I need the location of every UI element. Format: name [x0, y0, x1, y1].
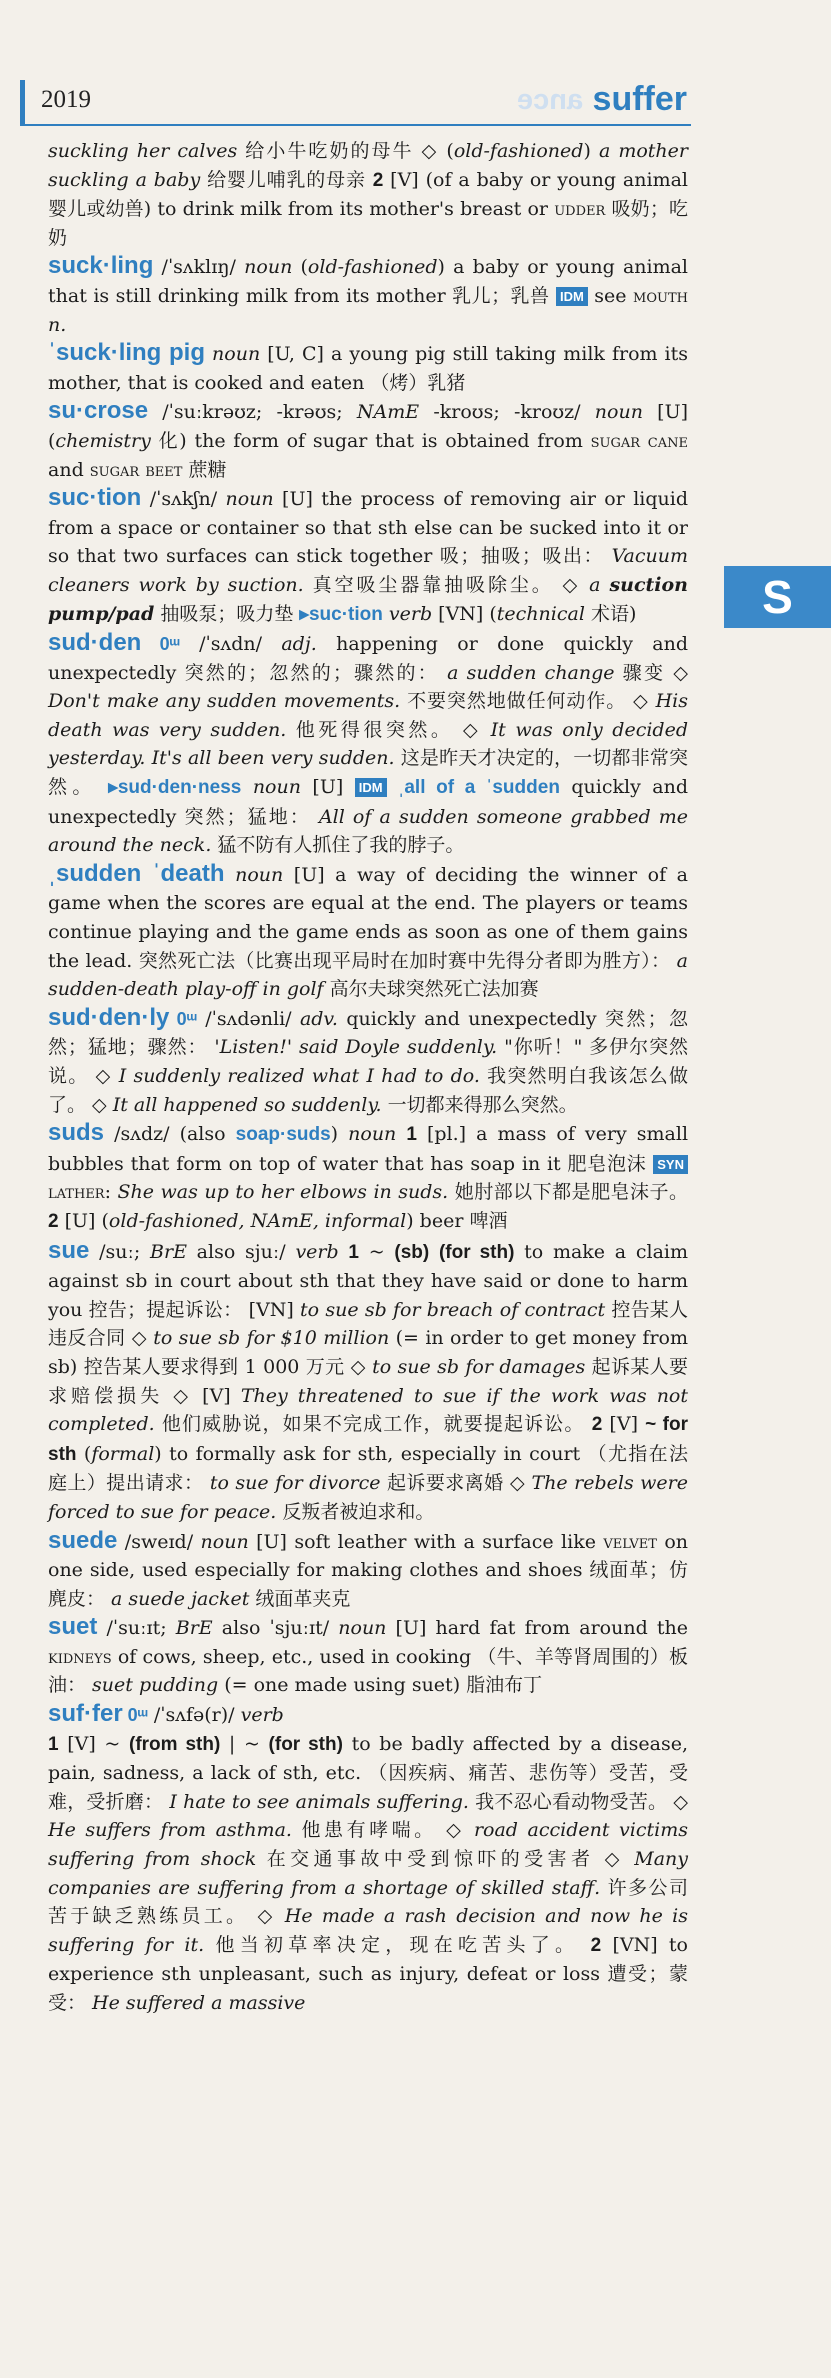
- definition-text: [U] soft leather with a surface like: [248, 1530, 604, 1553]
- example-text: verb: [295, 1240, 339, 1263]
- sense-number: 1: [406, 1124, 417, 1146]
- definition-text: 给小牛吃奶的母牛 ◇ (: [237, 140, 454, 162]
- example-text: noun: [338, 1617, 387, 1640]
- definition-text: [387, 776, 398, 798]
- thumb-index-tab[interactable]: [724, 566, 831, 628]
- cross-reference: lather: [48, 1181, 105, 1204]
- definition-text: /ˈsʌdn/: [179, 633, 282, 656]
- cross-reference: udder: [554, 198, 606, 221]
- definition-text: 抽吸泵；吸力垫: [154, 602, 300, 625]
- definition-text: [U] the process of removing air or liquid from a space or container so that sth else can be sucked into it or so that two surfaces can stick together 吸；抽吸；吸出：: [48, 488, 689, 568]
- definition-text: ~: [358, 1240, 395, 1263]
- definition-text: [U]: [300, 776, 355, 799]
- example-text: He suffers from asthma.: [48, 1819, 292, 1842]
- example-text: old-fashioned: [307, 256, 438, 279]
- example-text: noun: [225, 488, 274, 511]
- sense-number: (for sth): [438, 1241, 515, 1263]
- definition-text: 他死得很突然。 ◇: [286, 718, 491, 741]
- example-bold: suction pump/pad: [48, 573, 688, 625]
- example-text: chemistry: [55, 429, 151, 452]
- definition-text: happening or done quickly and unexpectedly 突然的；忽然的；骤然的：: [48, 633, 688, 684]
- entry-suffer: [48, 1700, 688, 2018]
- headword: suds: [48, 1119, 105, 1147]
- entry-suet: [48, 1613, 688, 1700]
- definition-text: 他患有哮喘。 ◇: [291, 1819, 474, 1842]
- example-text: It all happened so suddenly.: [112, 1093, 382, 1116]
- definition-text: -kroʊs; -kroʊz/: [419, 401, 595, 424]
- example-text: formal: [91, 1442, 155, 1465]
- entry-suddenly: [48, 1004, 688, 1119]
- sense-number: 2: [590, 1934, 602, 1956]
- triangle-right-icon: ▸: [108, 777, 118, 799]
- definition-text: /sʌdz/ (also: [104, 1123, 236, 1146]
- page-header: [20, 80, 691, 126]
- idiom-phrase: ˌall of a ˈsudden: [398, 777, 560, 799]
- definition-text: ): [583, 140, 599, 162]
- definition-text: [VN] (: [432, 602, 497, 625]
- definition-text: (= one made using suet) 脂油布丁: [218, 1674, 543, 1697]
- example-text: verb: [388, 602, 433, 625]
- definition-text: also sjuː/: [186, 1240, 296, 1263]
- sense-number: (sb): [394, 1241, 430, 1263]
- definition-text: [205, 343, 212, 365]
- cross-reference: sugar cane: [590, 429, 688, 452]
- example-text: noun: [235, 863, 284, 886]
- entry-column: [48, 137, 688, 2018]
- label-badge: IDM: [556, 287, 588, 306]
- definition-text: 吸奶；吃奶: [48, 198, 688, 249]
- definition-text: 许多公司苦于缺乏熟练员工。 ◇: [48, 1876, 689, 1928]
- definition-text: [339, 1241, 349, 1263]
- definition-text: [U] a way of deciding the winner of a game when the scores are equal at the end. The players or teams continue playing and the game ends as soon as one of them gains the lead. 突然死亡法（比赛出现平局时在加时赛中先得分者即为胜方）：: [48, 863, 688, 972]
- definition-text: quickly and unexpectedly 突然；猛地：: [48, 776, 688, 828]
- entry-suckling: [48, 252, 688, 339]
- example-text: to sue sb for damages: [372, 1355, 586, 1378]
- definition-text: /ˈsʌkʃn/: [141, 488, 226, 511]
- headword: suck·ling: [48, 252, 154, 280]
- running-head: suffer: [592, 80, 687, 118]
- example-text: She was up to her elbows in suds.: [117, 1181, 449, 1204]
- definition-text: 骤变 ◇: [614, 661, 688, 684]
- definition-text: 给婴儿哺乳的母亲: [200, 168, 373, 191]
- definition-text: (: [76, 1442, 92, 1465]
- definition-text: 一切都来得那么突然。: [381, 1093, 578, 1116]
- definition-text: quickly and unexpectedly 突然；忽然；猛地；骤然：: [48, 1007, 688, 1059]
- definition-text: to be badly affected by a disease, pain, sadness, a lack of sth, etc. （因疾病、痛苦、悲伤等）受苦，受难，受折磨：: [48, 1732, 688, 1813]
- definition-text: (: [292, 256, 308, 279]
- sense-number: 2: [372, 169, 384, 191]
- example-text: noun: [252, 776, 301, 799]
- sense-number: ~ for sth: [48, 1414, 688, 1465]
- example-text: adv.: [299, 1007, 338, 1030]
- definition-text: :: [104, 1181, 118, 1204]
- definition-text: (= in order to get money from sb) 控告某人要求得到 1 000 万元 ◇: [48, 1327, 688, 1378]
- example-text: noun: [348, 1123, 397, 1146]
- definition-text: /ˈsʌdənli/: [196, 1007, 300, 1030]
- headword: suet: [48, 1613, 98, 1641]
- definition-text: [V] ~: [58, 1732, 129, 1755]
- definition-text: [429, 1241, 439, 1263]
- headword: ˌsudden ˈdeath: [48, 859, 225, 887]
- example-text: I hate to see animals suffering.: [169, 1790, 469, 1813]
- cross-reference: velvet: [603, 1530, 657, 1553]
- key-icon: 0ᵚ: [169, 1008, 197, 1029]
- example-text: to sue sb for $10 million: [153, 1327, 390, 1350]
- example-text: I suddenly realized what I had to do.: [118, 1065, 480, 1087]
- definition-text: 不要突然地做任何动作。 ◇: [400, 690, 656, 713]
- key-icon: 0ᵚ: [141, 634, 180, 655]
- key-icon: 0ᵚ: [122, 1705, 148, 1726]
- definition-text: also ˈsjuːɪt/: [212, 1617, 339, 1640]
- entry-suction: [48, 484, 688, 629]
- headword: suf·fer: [48, 1700, 123, 1728]
- example-text: old-fashioned: [453, 140, 584, 162]
- definition-text: /ˈsuːkrəʊz; -krəʊs;: [148, 401, 357, 424]
- definition-text: [241, 776, 252, 798]
- definition-text: ) a baby or young animal that is still drinking milk from its mother 乳儿；乳兽: [48, 256, 689, 307]
- derivative-word: soap·suds: [235, 1124, 331, 1146]
- entry-sudden: [48, 629, 688, 860]
- headword: suede: [48, 1526, 118, 1554]
- definition-text: [U] hard fat from around the: [386, 1617, 688, 1640]
- example-text: BrE: [150, 1240, 187, 1263]
- definition-text: /sweɪd/: [117, 1530, 201, 1553]
- triangle-right-icon: ▸: [299, 603, 309, 625]
- definition-text: 真空吸尘器靠抽吸除尘。 ◇: [303, 573, 590, 596]
- sense-number: 1: [348, 1241, 359, 1263]
- show-through-text: ance: [517, 84, 584, 116]
- example-text: n.: [48, 313, 67, 336]
- definition-text: on one side, used especially for making clothes and shoes 绒面革；仿麂皮：: [48, 1530, 689, 1610]
- definition-text: /ˈsʌfə(r)/: [147, 1704, 241, 1727]
- headword: sue: [48, 1236, 90, 1264]
- example-text: to sue sb for breach of contract: [300, 1298, 606, 1321]
- example-text: suckling her calves: [48, 140, 238, 162]
- definition-text: [U] (: [48, 401, 688, 452]
- sense-number: 2: [48, 1210, 59, 1232]
- example-text: NAmE: [356, 401, 420, 424]
- example-text: Don't make any sudden movements.: [48, 690, 401, 713]
- label-badge: SYN: [653, 1155, 688, 1174]
- entry-sudden-death: [48, 860, 688, 1004]
- headword: sud·den·ly: [48, 1003, 170, 1031]
- example-text: to sue for divorce: [209, 1472, 381, 1495]
- definition-text: ) to formally ask for sth, especially in court （尤指在法庭上）提出请求：: [48, 1442, 688, 1495]
- example-text: adj.: [281, 633, 317, 656]
- example-text: noun: [244, 256, 293, 279]
- sense-number: 2: [591, 1414, 603, 1436]
- definition-text: [396, 1123, 406, 1145]
- definition-text: [pl.] a mass of very small bubbles that form on top of water that has soap in it 肥皂泡沫: [48, 1123, 689, 1175]
- cross-reference: mouth: [633, 284, 688, 307]
- headword: suc·tion: [48, 484, 142, 512]
- example-text: He made a rash decision and now he is suffering for it.: [48, 1905, 688, 1956]
- example-text: The rebels were forced to sue for peace.: [48, 1472, 688, 1523]
- sense-number: 1: [48, 1733, 59, 1755]
- definition-text: 在交通事故中受到惊吓的受害者 ◇: [256, 1848, 635, 1871]
- example-text: suet pudding: [92, 1674, 219, 1697]
- entry-suckling-pig: [48, 339, 688, 397]
- entry-sue: [48, 1237, 688, 1527]
- definition-text: [225, 864, 236, 886]
- definition-text: ) beer 啤酒: [406, 1209, 508, 1232]
- definition-text: [U] (: [58, 1209, 109, 1232]
- definition-text: of cows, sheep, etc., used in cooking （牛、羊等肾周围的）板油：: [48, 1645, 688, 1697]
- example-text: 'Listen!' said Doyle suddenly.: [214, 1036, 498, 1059]
- definition-text: 反叛者被迫求和。: [276, 1500, 435, 1523]
- headword: su·crose: [48, 397, 149, 425]
- thumb-tab-letter: S: [762, 571, 793, 623]
- definition-text: 猛不防有人抓住了我的脖子。: [211, 834, 465, 857]
- definition-text: 术语): [584, 602, 637, 625]
- example-text: His death was very sudden.: [48, 690, 688, 741]
- example-text: Vacuum cleaners work by suction.: [48, 545, 688, 596]
- sense-number: (for sth): [268, 1733, 343, 1755]
- entry-suds: [48, 1119, 688, 1236]
- definition-text: [U, C] a young pig still taking milk from its mother, that is cooked and eaten （烤）乳猪: [48, 343, 689, 394]
- definition-text: 他当初草率决定，现在吃苦头了。: [204, 1933, 591, 1956]
- example-text: He suffered a massive: [92, 1992, 306, 2014]
- example-text: noun: [200, 1530, 249, 1553]
- cross-reference: sugar beet: [89, 458, 183, 481]
- definition-text: | ~: [220, 1732, 269, 1755]
- example-text: road accident victims suffering from shock: [48, 1819, 688, 1871]
- cross-reference: kidneys: [48, 1645, 112, 1668]
- headword: ˈsuck·ling pig: [48, 339, 205, 367]
- definition-text: "你听！" 多伊尔突然说。 ◇: [48, 1036, 688, 1087]
- example-text: a sudden change: [447, 661, 615, 684]
- definition-text: 起诉要求离婚 ◇: [380, 1472, 532, 1495]
- derivative-word: sud·den·ness: [117, 777, 242, 799]
- definition-text: 控告某人违反合同 ◇: [48, 1298, 688, 1350]
- example-text: a mother suckling a baby: [48, 140, 688, 191]
- example-text: a sudden-death play-off in golf: [48, 949, 688, 1001]
- example-text: a: [589, 573, 610, 596]
- entry-sucrose: [48, 397, 688, 484]
- definition-text: 我突然明白我该怎么做了。 ◇: [48, 1065, 688, 1116]
- entry-suckle-cont: [48, 137, 688, 252]
- definition-text: see: [587, 284, 634, 307]
- example-text: It was only decided yesterday. It's all been very sudden.: [48, 718, 689, 770]
- example-text: a suede jacket: [111, 1587, 250, 1610]
- definition-text: and: [48, 458, 90, 481]
- definition-text: 高尔夫球突然死亡法加赛: [323, 978, 539, 1001]
- definition-text: 绒面革夹克: [249, 1587, 351, 1610]
- sense-number: (from sth): [129, 1733, 221, 1755]
- definition-text: /suː;: [89, 1240, 151, 1263]
- example-text: Many companies are suffering from a shortage of skilled staff.: [48, 1848, 689, 1899]
- example-text: old-fashioned, NAmE, informal: [108, 1209, 407, 1232]
- definition-text: 他们威胁说，如果不完成工作，就要提起诉讼。: [154, 1413, 592, 1436]
- example-text: BrE: [175, 1617, 213, 1640]
- example-text: technical: [496, 602, 585, 625]
- definition-text: [V] (of a baby or young animal 婴儿或幼兽) to drink milk from its mother's breast or: [48, 168, 688, 221]
- definition-text: 我不忍心看动物受苦。 ◇: [468, 1790, 688, 1813]
- example-text: noun: [212, 343, 261, 366]
- definition-text: [V]: [602, 1413, 646, 1436]
- page-number: 2019: [41, 86, 91, 113]
- definition-text: to make a claim against sb in court about sth that they have said or done to harm you 控告；提起诉讼： [VN]: [48, 1240, 688, 1321]
- example-text: noun: [594, 401, 643, 424]
- definition-text: [VN] to experience sth unpleasant, such as injury, defeat or loss 遭受；蒙受：: [48, 1933, 688, 2014]
- derivative-word: suc·tion: [308, 603, 383, 625]
- entry-suede: [48, 1527, 688, 1614]
- definition-text: /ˈsuːɪt;: [97, 1617, 176, 1640]
- example-text: All of a sudden someone grabbed me around the neck.: [48, 805, 688, 857]
- definition-text: ): [330, 1123, 349, 1146]
- label-badge: IDM: [355, 778, 387, 797]
- example-text: verb: [240, 1704, 284, 1727]
- definition-text: 化) the form of sugar that is obtained from: [150, 429, 591, 452]
- definition-text: 蔗糖: [182, 458, 227, 481]
- definition-text: 起诉某人要求赔偿损失 ◇ [V]: [48, 1355, 688, 1407]
- definition-text: 她肘部以下都是肥皂沫子。: [448, 1181, 688, 1204]
- headword: sud·den: [48, 629, 142, 657]
- definition-text: 这是昨天才决定的，一切都非常突然。: [48, 747, 688, 799]
- example-text: They threatened to sue if the work was not completed.: [48, 1384, 689, 1436]
- definition-text: /ˈsʌklɪŋ/: [153, 256, 245, 279]
